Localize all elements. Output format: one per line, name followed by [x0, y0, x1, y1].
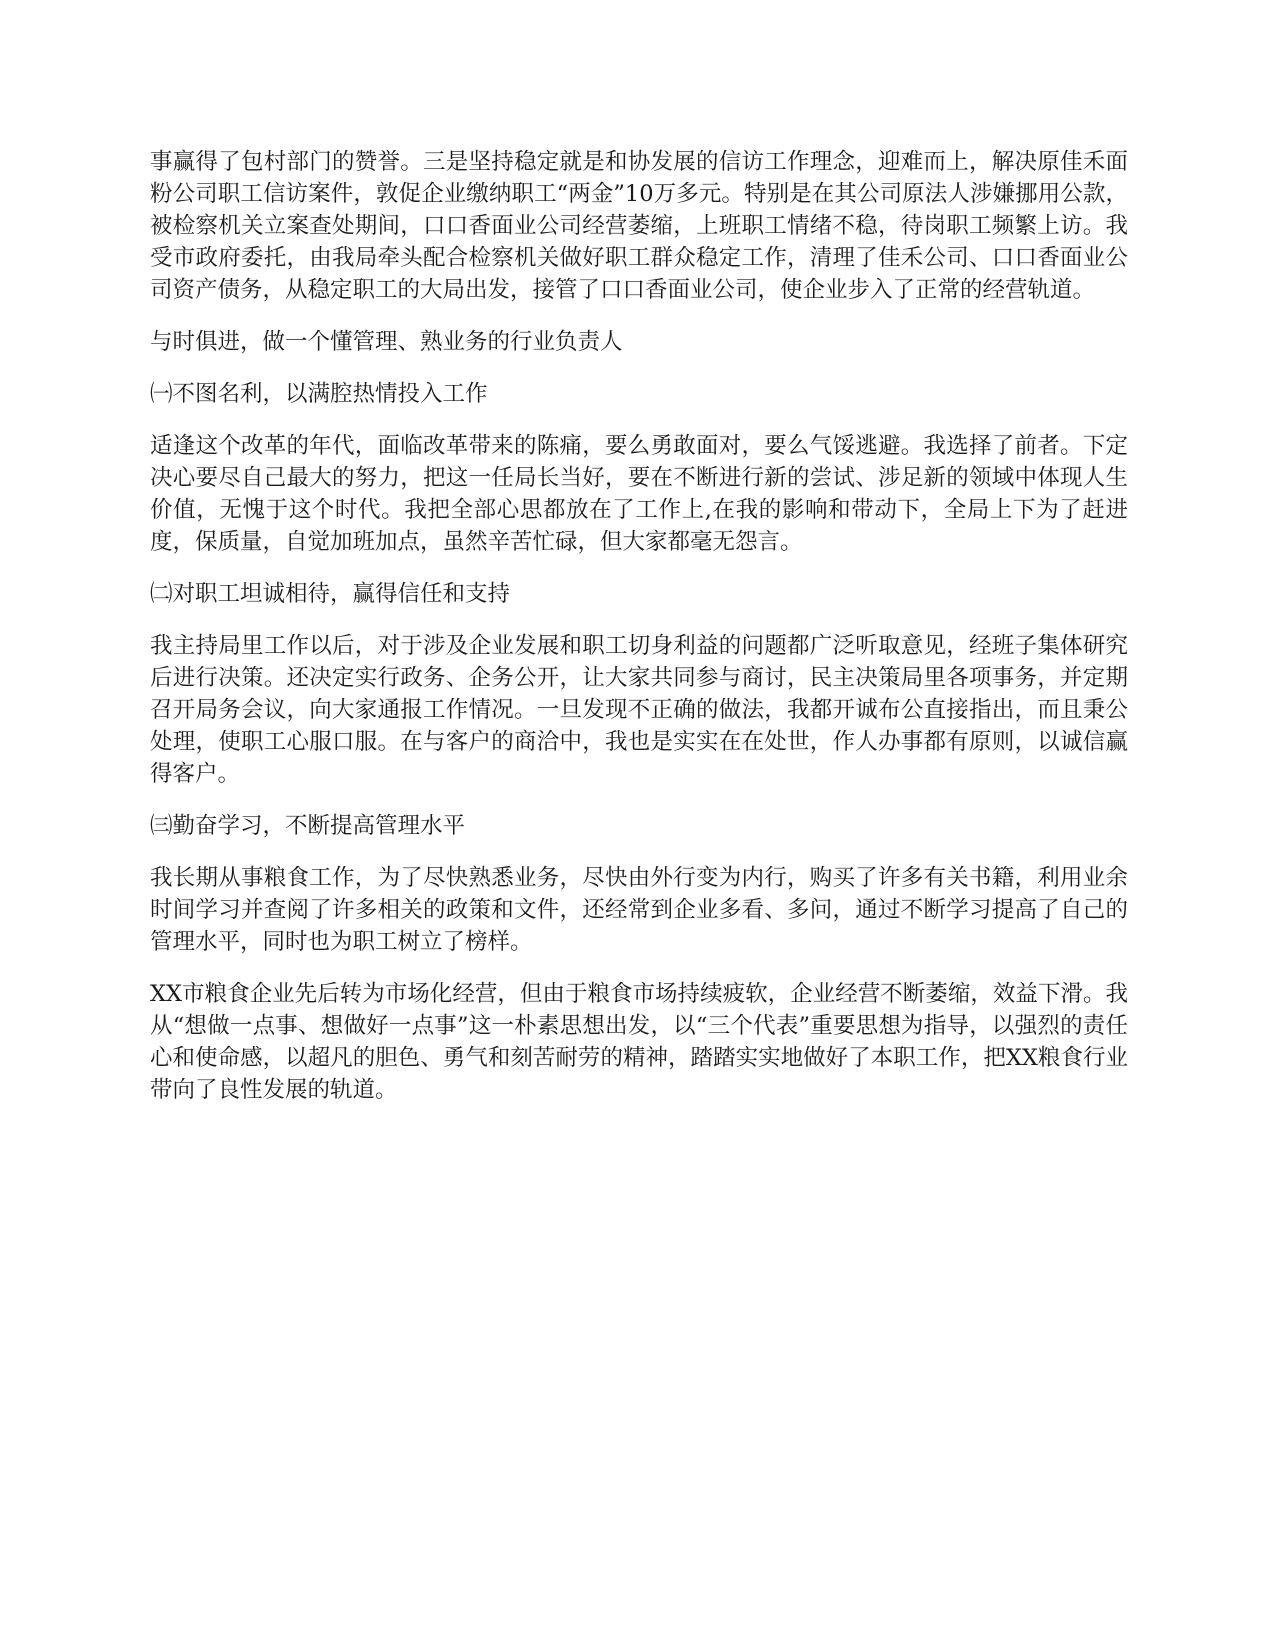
paragraph-4: 我长期从事粮食工作，为了尽快熟悉业务，尽快由外行变为内行，购买了许多有关书籍，利用业余时间学习并查阅了许多相关的政策和文件，还经常到企业多看、多问，通过不断学习提高了自己的管理水平，同时也为职工树立了榜样。: [150, 865, 1128, 955]
section-heading: 与时俱进，做一个懂管理、熟业务的行业负责人: [150, 329, 623, 355]
subheading-1: ㈠不图名利，以满腔热情投入工作: [150, 381, 488, 407]
paragraph-5: XX市粮食企业先后转为市场化经营，但由于粮食市场持续疲软，企业经营不断萎缩，效益下滑。我从“想做一点事、想做好一点事”这一朴素思想出发，以“三个代表”重要思想为指导，以强烈的责任心和使命感，以超凡的胆色、勇气和刻苦耐劳的精神，踏踏实实地做好了本职工作，把XX粮食行业带向了良性发展的轨道。: [150, 981, 1128, 1103]
document-page: [150, 146, 1128, 1126]
paragraph-2: 适逢这个改革的年代，面临改革带来的陈痛，要么勇敢面对，要么气馁逃避。我选择了前者。下定决心要尽自己最大的努力，把这一任局长当好，要在不断进行新的尝试、涉足新的领域中体现人生价值，无愧于这个时代。我把全部心思都放在了工作上,在我的影响和带动下，全局上下为了赶进度，保质量，自觉加班加点，虽然辛苦忙碌，但大家都毫无怨言。: [150, 433, 1128, 555]
paragraph-3: 我主持局里工作以后，对于涉及企业发展和职工切身利益的问题都广泛听取意见，经班子集体研究后进行决策。还决定实行政务、企务公开，让大家共同参与商讨，民主决策局里各项事务，并定期召开局务会议，向大家通报工作情况。一旦发现不正确的做法，我都开诚布公直接指出，而且秉公处理，使职工心服口服。在与客户的商洽中，我也是实实在在处世，作人办事都有原则，以诚信赢得客户。: [150, 633, 1128, 787]
subheading-3: ㈢勤奋学习，不断提高管理水平: [150, 813, 466, 839]
paragraph-1: 事赢得了包村部门的赞誉。三是坚持稳定就是和协发展的信访工作理念，迎难而上，解决原佳禾面粉公司职工信访案件，敦促企业缴纳职工“两金”10万多元。特别是在其公司原法人涉嫌挪用公款，被检察机关立案查处期间，口口香面业公司经营萎缩，上班职工情绪不稳，待岗职工频繁上访。我受市政府委托，由我局牵头配合检察机关做好职工群众稳定工作，清理了佳禾公司、口口香面业公司资产债务，从稳定职工的大局出发，接管了口口香面业公司，使企业步入了正常的经营轨道。: [150, 149, 1128, 303]
subheading-2: ㈡对职工坦诚相待，赢得信任和支持: [150, 581, 511, 607]
